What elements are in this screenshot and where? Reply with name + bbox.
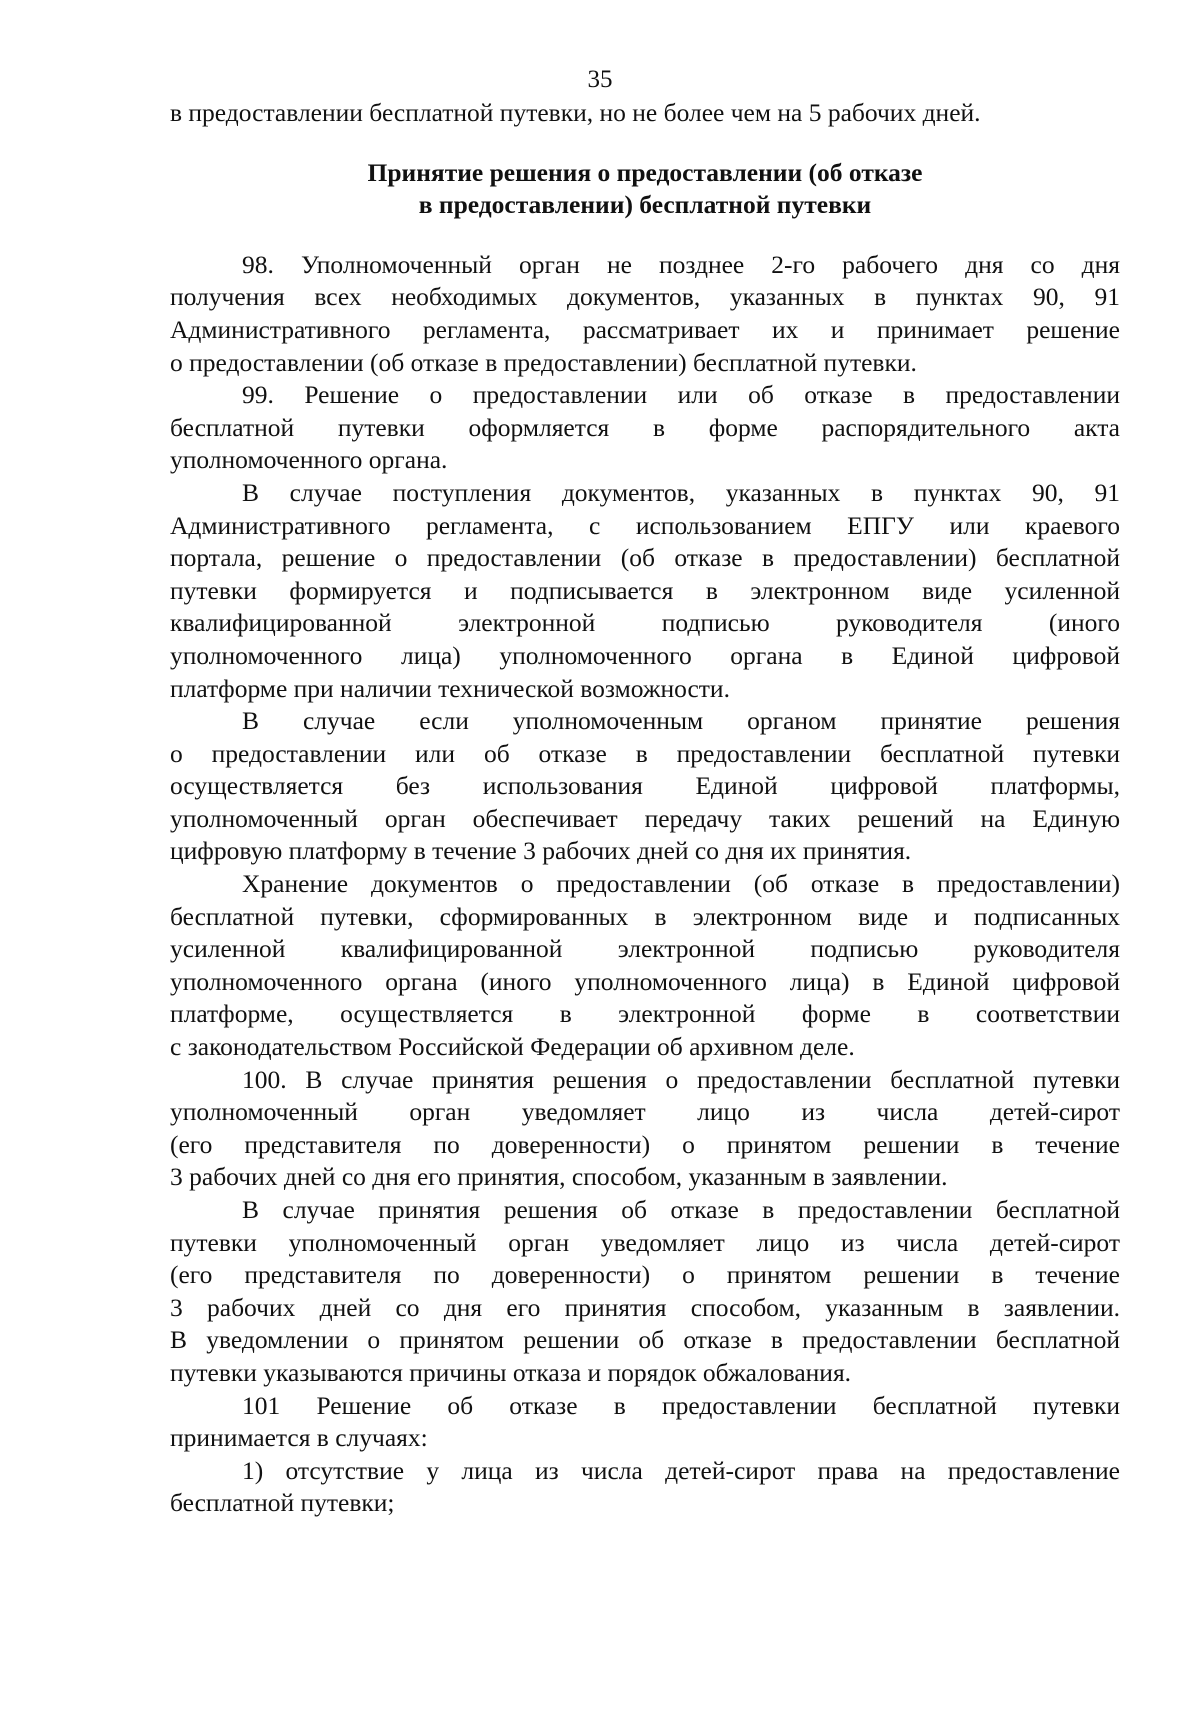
paragraph-line: путевки уполномоченный орган уведомляет лицо из числа детей-сирот	[170, 1227, 1120, 1257]
paragraph-first-line: В случае если уполномоченным органом принятие решения	[242, 706, 1120, 736]
paragraph-line: (его представителя по доверенности) о принятом решении в течение	[170, 1260, 1120, 1290]
paragraph-last-line: с законодательством Российской Федерации об архивном деле.	[170, 1032, 855, 1062]
paragraph-line: портала, решение о предоставлении (об отказе в предоставлении) бесплатной	[170, 543, 1120, 573]
paragraph-last-line: о предоставлении (об отказе в предоставлении) бесплатной путевки.	[170, 347, 917, 377]
section-heading-line: Принятие решения о предоставлении (об отказе	[367, 157, 923, 187]
paragraph-line: В уведомлении о принятом решении об отказе в предоставлении бесплатной	[170, 1325, 1120, 1355]
paragraph-line: Административного регламента, рассматривает их и принимает решение	[170, 314, 1120, 344]
paragraph-line: (его представителя по доверенности) о принятом решении в течение	[170, 1129, 1120, 1159]
paragraph-line: Административного регламента, с использованием ЕПГУ или краевого	[170, 510, 1120, 540]
paragraph-first-line: Хранение документов о предоставлении (об отказе в предоставлении)	[242, 869, 1120, 899]
paragraph-line: бесплатной путевки, сформированных в электронном виде и подписанных	[170, 901, 1120, 931]
paragraph-first-line: В случае поступления документов, указанных в пунктах 90, 91	[242, 477, 1120, 507]
paragraph-first-line: 101 Решение об отказе в предоставлении бесплатной путевки	[242, 1390, 1120, 1420]
paragraph-last-line: принимается в случаях:	[170, 1423, 428, 1453]
paragraph-first-line: 1) отсутствие у лица из числа детей-сирот права на предоставление	[242, 1455, 1120, 1485]
paragraph-last-line: 3 рабочих дней со дня его принятия, способом, указанным в заявлении.	[170, 1162, 948, 1192]
paragraph-last-line: путевки указываются причины отказа и порядок обжалования.	[170, 1357, 852, 1387]
paragraph-first-line: 98. Уполномоченный орган не позднее 2-го рабочего дня со дня	[242, 249, 1120, 279]
document-body	[170, 97, 1120, 1520]
paragraph-line: уполномоченный орган уведомляет лицо из числа детей-сирот	[170, 1097, 1120, 1127]
paragraph-line: уполномоченного органа (иного уполномоченного лица) в Единой цифровой	[170, 966, 1120, 996]
page-number: 35	[587, 66, 613, 93]
paragraph-line: платформе, осуществляется в электронной форме в соответствии	[170, 999, 1120, 1029]
paragraph-last-line: платформе при наличии технической возможности.	[170, 673, 730, 703]
paragraph-line: 3 рабочих дней со дня его принятия способом, указанным в заявлении.	[170, 1292, 1120, 1322]
paragraph-last-line: бесплатной путевки;	[170, 1488, 395, 1518]
paragraph-last-line: уполномоченного органа.	[170, 445, 448, 475]
paragraph-first-line: 99. Решение о предоставлении или об отказе в предоставлении	[242, 380, 1120, 410]
paragraph-line: бесплатной путевки оформляется в форме распорядительного акта	[170, 412, 1120, 442]
paragraph-last-line: цифровую платформу в течение 3 рабочих дней со дня их принятия.	[170, 836, 912, 866]
paragraph-line: квалифицированной электронной подписью руководителя (иного	[170, 608, 1120, 638]
paragraph-line: уполномоченного лица) уполномоченного органа в Единой цифровой	[170, 640, 1120, 670]
section-heading-line: в предоставлении) бесплатной путевки	[418, 190, 872, 220]
paragraph-last-line: в предоставлении бесплатной путевки, но не более чем на 5 рабочих дней.	[170, 98, 981, 127]
paragraph-line: усиленной квалифицированной электронной подписью руководителя	[170, 934, 1120, 964]
paragraph-line: о предоставлении или об отказе в предоставлении бесплатной путевки	[170, 738, 1120, 768]
paragraph-first-line: В случае принятия решения об отказе в предоставлении бесплатной	[242, 1195, 1120, 1224]
paragraph-line: уполномоченный орган обеспечивает передачу таких решений на Единую	[170, 803, 1120, 833]
paragraph-line: осуществляется без использования Единой цифровой платформы,	[170, 771, 1120, 801]
paragraph-line: путевки формируется и подписывается в электронном виде усиленной	[170, 575, 1120, 605]
paragraph-first-line: 100. В случае принятия решения о предоставлении бесплатной путевки	[242, 1064, 1120, 1094]
paragraph-line: получения всех необходимых документов, указанных в пунктах 90, 91	[170, 282, 1120, 312]
